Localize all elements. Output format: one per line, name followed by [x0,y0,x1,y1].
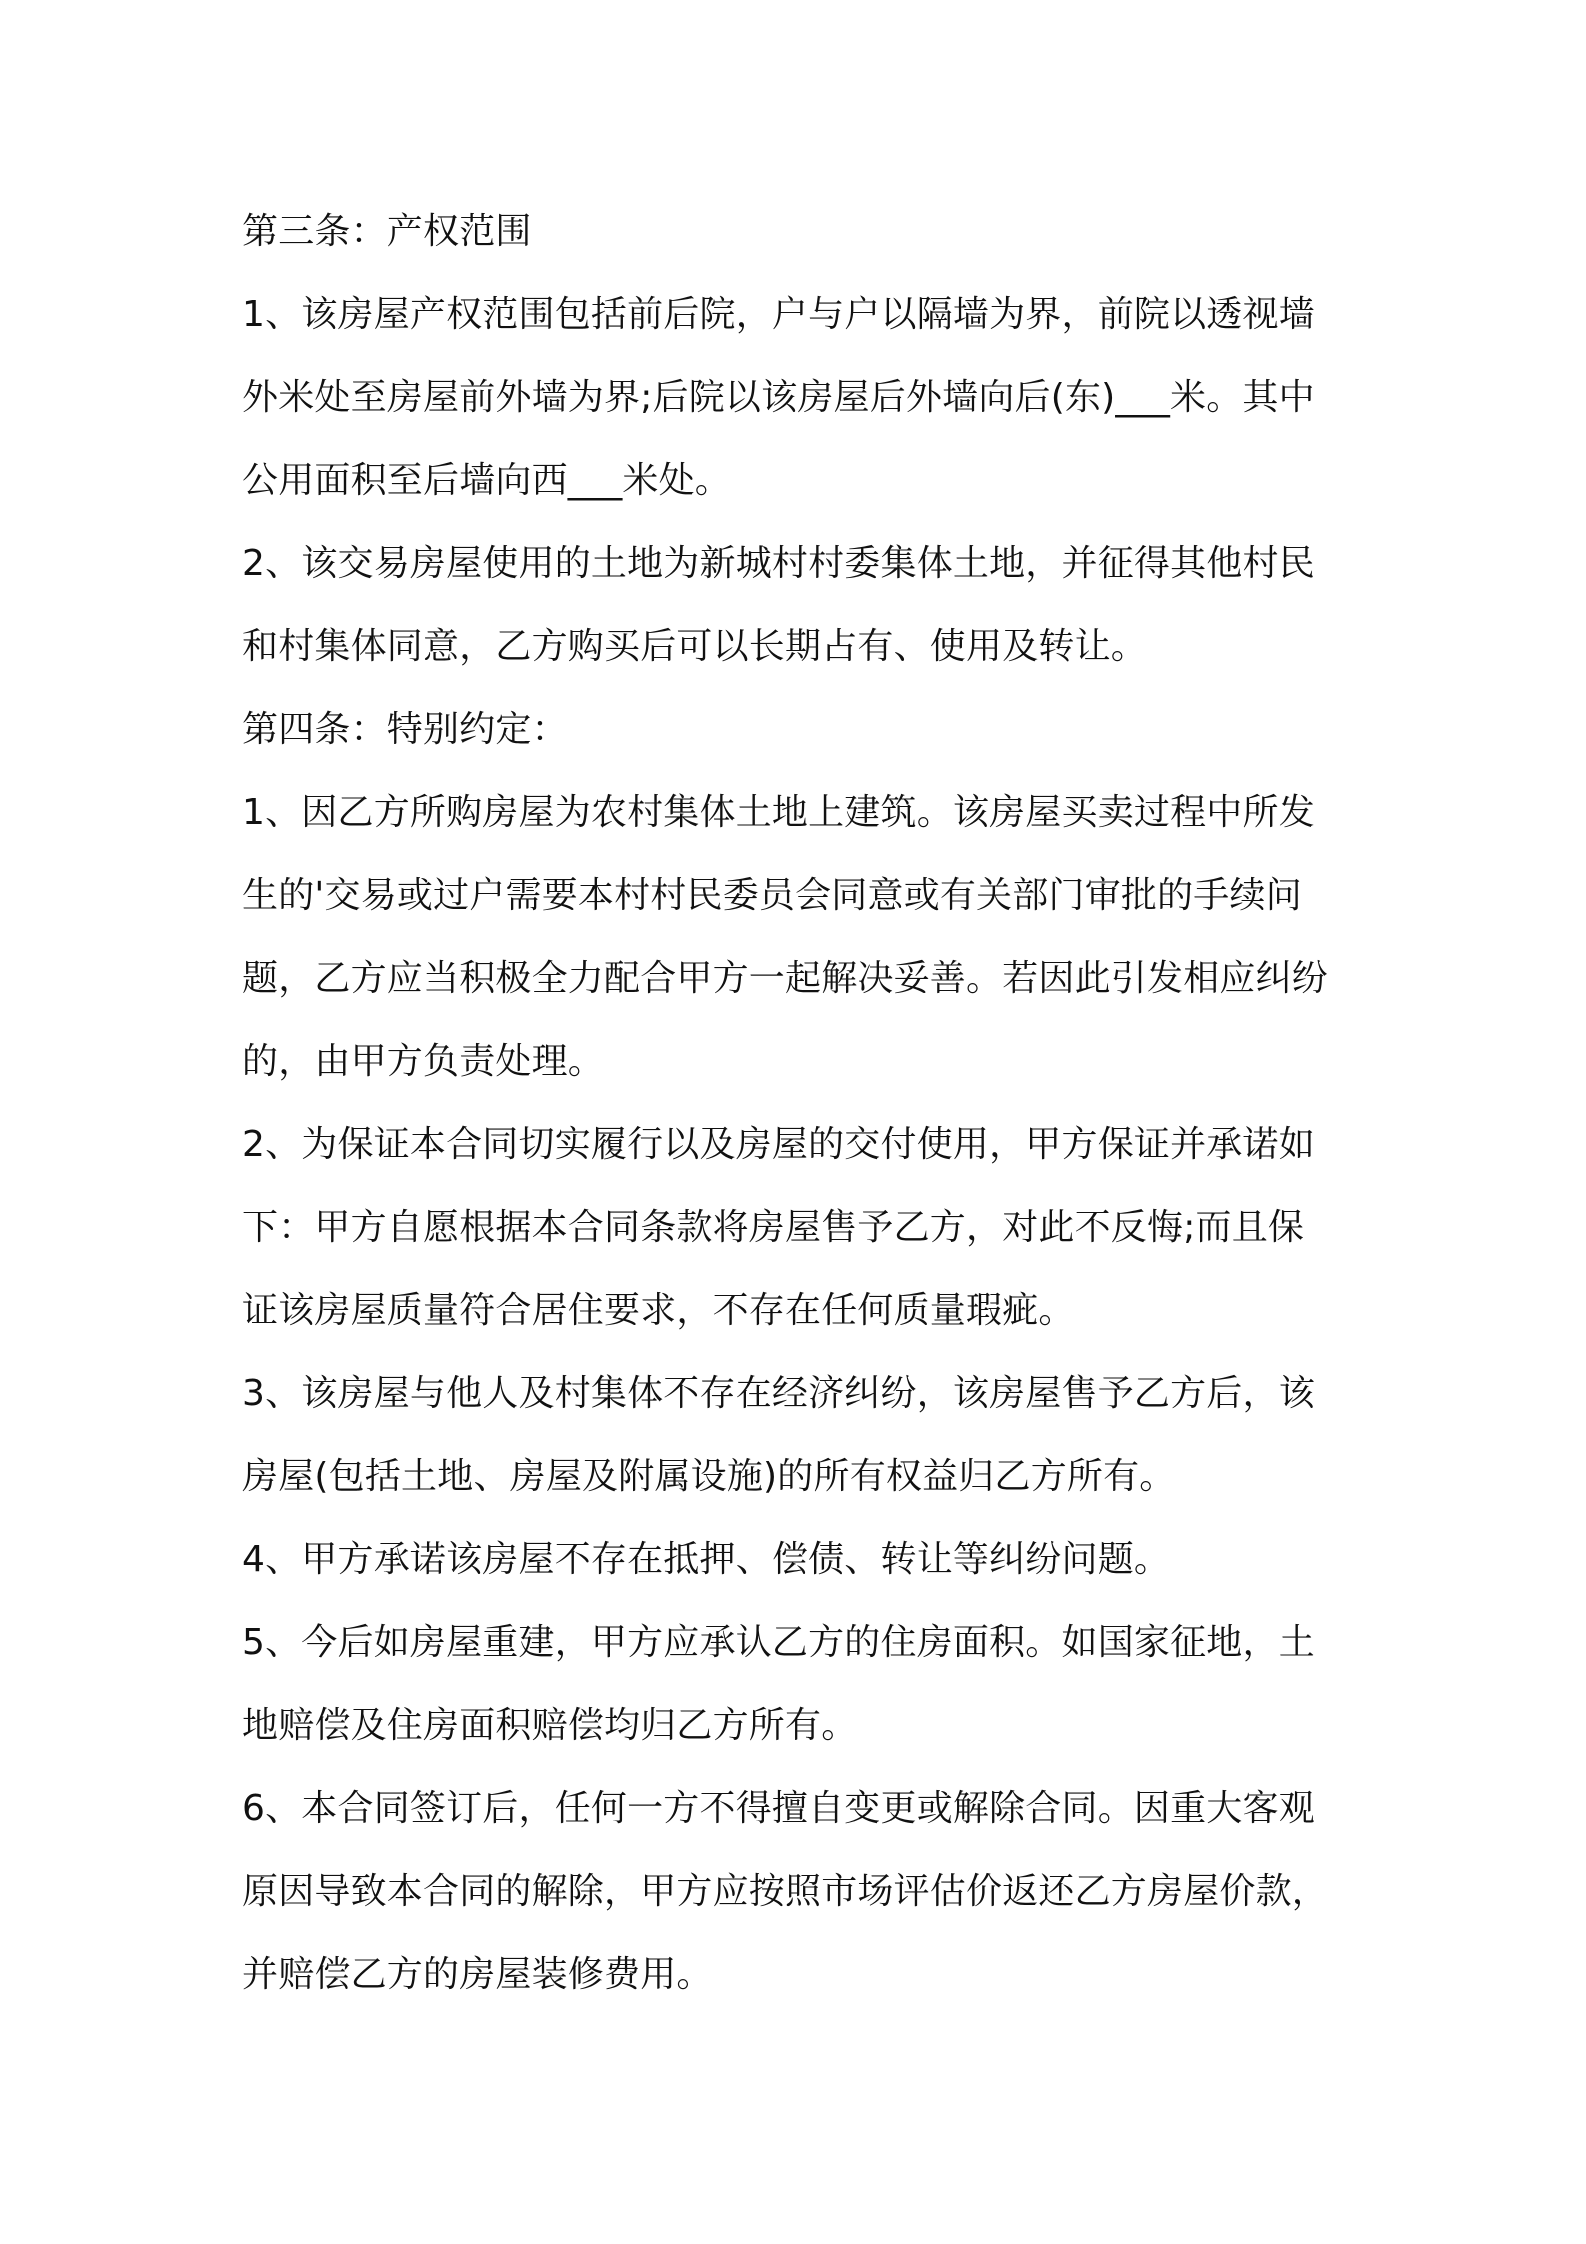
text-line: 题，乙方应当积极全力配合甲方一起解决妥善。若因此引发相应纠纷 [242,958,1329,999]
text-line: 4、甲方承诺该房屋不存在抵押、偿债、转让等纠纷问题。 [242,1539,1171,1580]
article-4-heading: 第四条：特别约定： [242,709,568,750]
text-line: 下：甲方自愿根据本合同条款将房屋售予乙方，对此不反悔;而且保 [242,1207,1305,1248]
text-line: 房屋(包括土地、房屋及附属设施)的所有权益归乙方所有。 [242,1456,1176,1497]
text-line: 2、该交易房屋使用的土地为新城村村委集体土地，并征得其他村民 [242,543,1315,584]
document-body [242,190,1362,2016]
text-line: 1、因乙方所购房屋为农村集体土地上建筑。该房屋买卖过程中所发 [242,792,1315,833]
text-line: 证该房屋质量符合居住要求，不存在任何质量瑕疵。 [242,1290,1075,1331]
text-line: 和村集体同意，乙方购买后可以长期占有、使用及转让。 [242,626,1148,667]
text-line: 并赔偿乙方的房屋装修费用。 [242,1954,713,1995]
text-line: 3、该房屋与他人及村集体不存在经济纠纷，该房屋售予乙方后，该 [242,1373,1315,1414]
text-line: 6、本合同签订后，任何一方不得擅自变更或解除合同。因重大客观 [242,1788,1315,1829]
text-line: 外米处至房屋前外墙为界;后院以该房屋后外墙向后(东)___米。其中 [242,377,1315,418]
text-line: 原因导致本合同的解除，甲方应按照市场评估价返还乙方房屋价款， [242,1871,1329,1912]
text-line: 公用面积至后墙向西___米处。 [242,460,732,501]
text-line: 生的'交易或过户需要本村村民委员会同意或有关部门审批的手续问 [242,875,1302,916]
text-line: 5、今后如房屋重建，甲方应承认乙方的住房面积。如国家征地，土 [242,1622,1315,1663]
text-line: 的，由甲方负责处理。 [242,1041,605,1082]
article-3-heading: 第三条：产权范围 [242,211,532,252]
text-line: 地赔偿及住房面积赔偿均归乙方所有。 [242,1705,858,1746]
text-line: 1、该房屋产权范围包括前后院，户与户以隔墙为界，前院以透视墙 [242,294,1315,335]
text-line: 2、为保证本合同切实履行以及房屋的交付使用，甲方保证并承诺如 [242,1124,1315,1165]
